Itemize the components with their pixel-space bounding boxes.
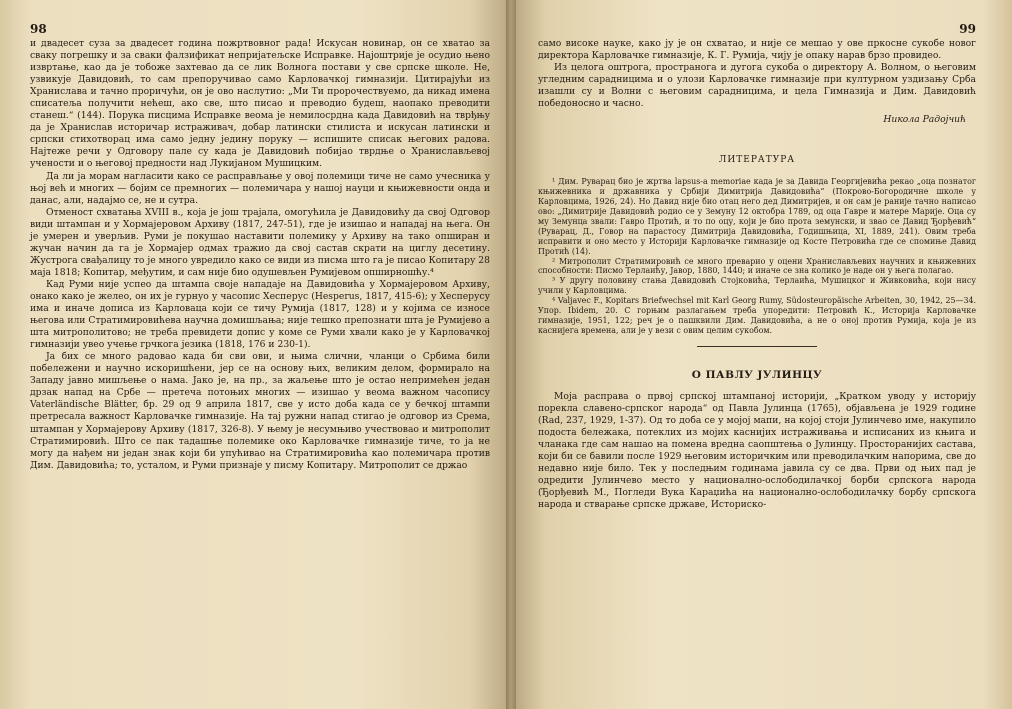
author-signature: Никола Радојчић: [883, 114, 966, 126]
right-paragraph-2: Из целога оштрога, пространога и дугога сукоба о директору А. Волном, о његовим угледним сарадницима и о улози Карловачке гимназије при културном уздизању Срба изашли су и Волни с његовим сарадницима, и цела Гимназија и Дим. Давидовић победоносно и часно.: [538, 62, 976, 110]
footnote-3: ³ У другу половину стања Давидовић Стојковића, Терлаића, Мушицког и Живковића, који нису учили у Карловцима.: [538, 276, 976, 296]
footnote-4: ⁴ Valjavec F., Kopitars Briefwechsel mit Karl Georg Rumy, Südosteuropäische Arbeiten, 30, 1942, 25—34. Упор. Ibidem, 20. С горњим разлагањем треба упоредити: Петровић К., Историја Карловачке гимназије, 1951, 122; реч је о пашквили Дим. Давидовића, а не о оној против Румија, која је из каснијега времена, али је у вези с овим целим сукобом.: [538, 296, 976, 335]
right-paragraph-3: Моја расправа о првој српској штампаној историји, „Кратком уводу у историју порекла славено-српског народа“ од Павла Јулинца (1765), објављена је 1929 године (Rad, 237, 1929, 1-37). Од то доба се у мојој мапи, на којој стоји Јулинчево име, накупило подоста бележака, потеклих из мојих каснијих истраживања и исписаних из књига и чланака где сам нашао на помена вредна саопштења о Јулинцу. Просторанијих састава, који би се бавили после 1929 његовим историчким или преводилачким напорима, све до недавно није било. Тек у последњим годинама јавила су се два. Први од њих пад је одредити Јулинчево место у национално-ослободилачкој борби српскога народа (Ђорђевић М., Погледи Вука Караџића на национално-ослободилачку борбу српскога народа и стварање српске државе, Историско-: [538, 390, 976, 511]
section-title: О ПАВЛУ ЈУЛИНЦУ: [691, 368, 823, 381]
right-paragraph-1: само високе науке, како ју је он схватао, и није се мешао у ове пркосне сукобе новог директора Карловачке гимназије, К. Г. Румија, чију је опаку нарав брзо провидео.: [538, 38, 976, 62]
left-paragraph-4: Кад Руми није успео да штампа своје нападаје на Давидовића у Хормајеровом Архиву, онако како је желео, он их је гурнуо у часопис Хесперус (Hesperus, 1817, 415-6); у Хесперусу има и иначе дописа из Карловаца који се тичу Румија (1817, 128) и у којима се износе његова или Стратимировићева научна домишљања; није тешко препознати шта је Румијево а шта митрополитово; не треба превидети допис у коме се Руми хвали како је у Карловачкој гимназији увео учење грчкога језика (1818, 176 и 230-1).: [30, 278, 490, 351]
page-number-left: 98: [30, 22, 47, 36]
section-divider: [697, 346, 817, 347]
left-paragraph-5: Ја бих се много радовао када би сви ови, и њима слични, чланци о Србима били побележени и научно искоришћени, јер се на основу њих, великим делом, формирало на Западу јавно мишљење о нама. Јако је, на пр., за жаљење што је остао непримећен један дрзак напад на Србе — претеча потоњих многих — изишао у веома важном часопису Vaterländische Blätter, бр. 29 од 9 априла 1817, све у исто доба када се у бечкој штампи претресала важност Карловачке гимназије. На тај ружни напад стигао је одговор из Срема, штампан у Хормајерову Архиву (1817, 326-8). У њему је несумњиво учествовао и митрополит Стратимировић. Што се пак тадашње полемике око Карловачке гимназије тиче, то ја не могу да нађем ни један знак који би упућивао на Стратимировића као полемичара против Дим. Давидовића; то, усталом, и Руми признаје у писму Копитару. Митрополит се држао: [30, 351, 490, 471]
left-paragraph-3: Отменост схватања XVIII в., која је још трајала, омогућила је Давидовићу да свој Одговор види штампан и у Хормајеровом Архиву (1817, 247-51), где је изишао и нападај на њега. Он је умерен и уверљив. Руми је покушао наставити полемику у Архиву на тако опширан и жучан начин да га је Хормајер одмах тражио да свој састав скрати на циглу десетину. Жустрога свађалицу то је много увредило како се види из писма што га је писао Копитару 28 маја 1818; Копитар, међутим, и сам није био одушевљен Румијевом опширношћу.⁴: [30, 206, 490, 278]
right-page: [510, 0, 1012, 709]
literature-heading: ЛИТЕРАТУРА: [718, 155, 796, 166]
left-paragraph-2: Да ли ја морам нагласити како се расправљање у овој полемици тиче не само учесника у њој већ и многих — бојим се премногих — полемичара у нашој науци и књижевности онда и данас, али, надајмо се, не и сутра.: [30, 170, 490, 206]
left-paragraph-1: и двадесет суза за двадесет година пожртвовног рада! Искусан новинар, он се хватао за сваку погрешку и за сваки фалзификат непријатељске Исправке. Најоштрије је осудио њено извртање, као да је тобоже захтевао да се лик Волнога постави у све српске школе. Не, узвикује Давидовић, то сам препоручивао само Карловачкој гимназији. Цитирајући из Хранислава и тачно проричући, он је ово наслутио: „Ми Ти пророчествуемо, да никад имена списатеља получити нећеш, ако све, што писао и преводио будеш, наопако преводити станеш.“ (144). Порука писцима Исправке веома је немилосрдна када Давидовић на тврђњу да је Хранислав историчар истраживач, добар латински стилиста и искусан латински и српски стихотворац има само једну једину поруку — испишите списак његових радова. Најтеже речи у Одговору пале су када је Давидовић побијао тврдње о Хранислављевој учености и о његовој предности над Лукијаном Мушицким.: [30, 38, 490, 170]
footnote-1: ¹ Дим. Руварац био је жртва lapsus-a memoriae када је за Давида Георгијевића рекао „оца познатог књижевника и државника у Србији Димитрија Давидовића“ (Покрово-Богородичне школе у Карловцима, 1926, 24). Но Давид није био отац него дед Димитријев, и он сам је раније тачно написао ово: „Димитрије Давидовић родио се у Земуну 12 октобра 1789, од оца Гавре и матере Марије. Оца су му Земунца звали: Гавро Протић, и то по оцу, који је био прота земунски, и звао се Давид Ђорђевић“ (Руварац, Д., Говор на парастосу Димитрија Давидовића, Годишњица, XI, 1889, 241). Овим треба исправити и оно место у Историји Карловачке гимназије од Косте Петровића где се спомиње Давид Протић (14).: [538, 177, 976, 256]
footnote-2: ² Митрополит Стратимировић се много преварио у оцени Хранислављевих научних и књижевних способности: Писмо Терлаићу, Јавор, 1880, 1440; и иначе се зна колико је наде он у њега полагао.: [538, 256, 976, 276]
page-number-right: 99: [959, 22, 976, 36]
